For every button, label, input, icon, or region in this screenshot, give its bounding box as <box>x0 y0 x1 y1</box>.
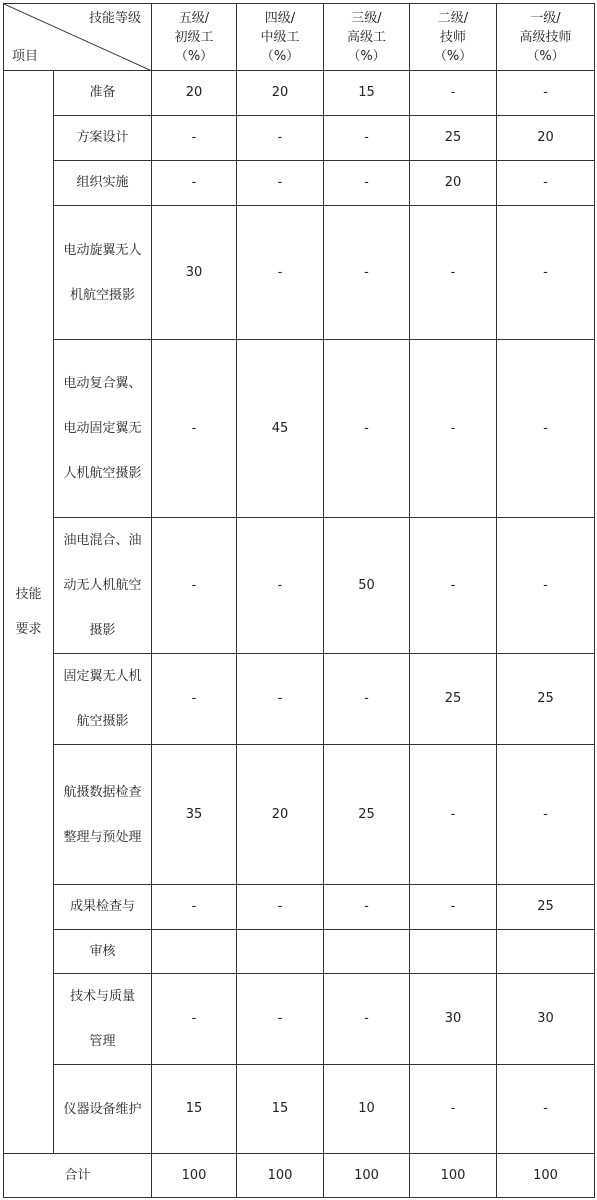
value-cell: - <box>152 340 237 518</box>
total-value-cell: 100 <box>324 1154 410 1198</box>
value-cell: - <box>324 974 410 1065</box>
item-cell <box>54 1065 152 1154</box>
value-cell: 20 <box>497 116 595 161</box>
value-cell: - <box>152 518 237 654</box>
value-cell: - <box>152 654 237 745</box>
level-header-1 <box>497 4 595 71</box>
table-row <box>4 885 595 930</box>
value-cell <box>237 930 324 974</box>
value-cell: 45 <box>237 340 324 518</box>
value-cell: 25 <box>324 745 410 885</box>
table-row <box>4 930 595 974</box>
value-cell: - <box>237 116 324 161</box>
value-cell: - <box>410 745 497 885</box>
value-cell: - <box>152 161 237 206</box>
table-row <box>4 206 595 340</box>
value-cell: - <box>237 654 324 745</box>
level-header-line3: （%） <box>174 48 214 64</box>
value-cell: 25 <box>497 885 595 930</box>
value-cell: 20 <box>237 745 324 885</box>
value-cell: 15 <box>324 71 410 116</box>
value-cell: - <box>237 518 324 654</box>
total-value-cell: 100 <box>410 1154 497 1198</box>
value-cell: - <box>410 518 497 654</box>
item-text: 固定翼无人机航空摄影 <box>63 669 142 729</box>
item-cell <box>54 206 152 340</box>
corner-header-cell <box>4 4 152 71</box>
level-header-line2: 中级工 <box>260 29 300 45</box>
value-cell: 35 <box>152 745 237 885</box>
value-cell: - <box>497 71 595 116</box>
item-cell: 组织实施 <box>54 161 152 206</box>
value-cell: 25 <box>410 116 497 161</box>
value-cell: - <box>497 518 595 654</box>
value-cell: 30 <box>152 206 237 340</box>
value-cell: - <box>410 206 497 340</box>
level-header-line1: 四级/ <box>264 10 296 26</box>
level-header-line3: （%） <box>526 48 565 64</box>
table-row <box>4 340 595 518</box>
level-header-line3: （%） <box>347 48 386 64</box>
skill-weight-table-page <box>3 3 594 1189</box>
group-label-line1: 技能 <box>15 587 42 602</box>
group-label-cell <box>4 71 54 1154</box>
item-cell <box>54 518 152 654</box>
value-cell: - <box>152 974 237 1065</box>
item-text: 电动旋翼无人机航空摄影 <box>63 242 142 303</box>
item-cell <box>54 340 152 518</box>
value-cell: 30 <box>410 974 497 1065</box>
level-header-3 <box>324 4 410 71</box>
table-row <box>4 161 595 206</box>
value-cell: 15 <box>237 1065 324 1154</box>
total-value-cell: 100 <box>497 1154 595 1198</box>
value-cell: - <box>237 885 324 930</box>
level-header-line1: 三级/ <box>351 10 382 26</box>
value-cell: 20 <box>152 71 237 116</box>
header-row <box>4 4 595 71</box>
value-cell: - <box>324 885 410 930</box>
value-cell: 25 <box>410 654 497 745</box>
level-header-line2: 高级技师 <box>519 29 572 45</box>
value-cell: - <box>237 974 324 1065</box>
skill-weight-table <box>3 3 595 1198</box>
value-cell: 10 <box>324 1065 410 1154</box>
value-cell <box>497 930 595 974</box>
level-header-2 <box>410 4 497 71</box>
value-cell: 50 <box>324 518 410 654</box>
item-text: 航摄数据检查整理与预处理 <box>63 784 142 845</box>
value-cell: - <box>497 161 595 206</box>
level-header-line3: （%） <box>260 48 300 64</box>
value-cell: 20 <box>237 71 324 116</box>
value-cell: 30 <box>497 974 595 1065</box>
total-label: 合计 <box>4 1154 152 1198</box>
corner-bottom-label: 项目 <box>12 49 39 64</box>
table-row <box>4 745 595 885</box>
value-cell: - <box>237 206 324 340</box>
value-cell: - <box>324 116 410 161</box>
level-header-line1: 五级/ <box>178 10 210 26</box>
item-cell: 方案设计 <box>54 116 152 161</box>
table-row <box>4 71 595 116</box>
item-text: 油电混合、油动无人机航空摄影 <box>63 533 142 638</box>
level-header-line1: 一级/ <box>530 10 561 26</box>
value-cell: - <box>324 654 410 745</box>
value-cell: - <box>324 340 410 518</box>
value-cell: 15 <box>152 1065 237 1154</box>
value-cell: - <box>324 206 410 340</box>
table-row <box>4 654 595 745</box>
table-row <box>4 116 595 161</box>
value-cell: 20 <box>410 161 497 206</box>
value-cell <box>410 930 497 974</box>
table-row <box>4 1065 595 1154</box>
item-cell: 成果检查与 <box>54 885 152 930</box>
item-text: 电动复合翼、电动固定翼无人机航空摄影 <box>63 376 142 481</box>
item-cell <box>54 654 152 745</box>
value-cell: - <box>237 161 324 206</box>
value-cell: - <box>152 885 237 930</box>
level-header-line2: 技师 <box>439 29 466 45</box>
item-cell: 准备 <box>54 71 152 116</box>
value-cell: - <box>152 116 237 161</box>
level-header-line3: （%） <box>433 48 473 64</box>
value-cell <box>152 930 237 974</box>
item-cell <box>54 974 152 1065</box>
level-header-line2: 初级工 <box>174 29 214 45</box>
table-row <box>4 518 595 654</box>
value-cell: - <box>410 340 497 518</box>
value-cell: - <box>497 340 595 518</box>
item-cell <box>54 745 152 885</box>
item-cell: 审核 <box>54 930 152 974</box>
value-cell: 25 <box>497 654 595 745</box>
value-cell <box>324 930 410 974</box>
level-header-5 <box>152 4 237 71</box>
value-cell: - <box>410 71 497 116</box>
group-label-line2: 要求 <box>15 622 42 637</box>
total-row <box>4 1154 595 1198</box>
value-cell: - <box>410 885 497 930</box>
value-cell: - <box>497 745 595 885</box>
level-header-line2: 高级工 <box>346 29 386 45</box>
value-cell: - <box>497 206 595 340</box>
level-header-4 <box>237 4 324 71</box>
item-text: 仪器设备维护 <box>63 1101 142 1117</box>
value-cell: - <box>410 1065 497 1154</box>
level-header-line1: 二级/ <box>437 10 469 26</box>
total-value-cell: 100 <box>152 1154 237 1198</box>
value-cell: - <box>324 161 410 206</box>
total-value-cell: 100 <box>237 1154 324 1198</box>
value-cell: - <box>497 1065 595 1154</box>
table-row <box>4 974 595 1065</box>
item-text: 技术与质量管理 <box>69 989 135 1049</box>
corner-top-label: 技能等级 <box>88 11 141 26</box>
